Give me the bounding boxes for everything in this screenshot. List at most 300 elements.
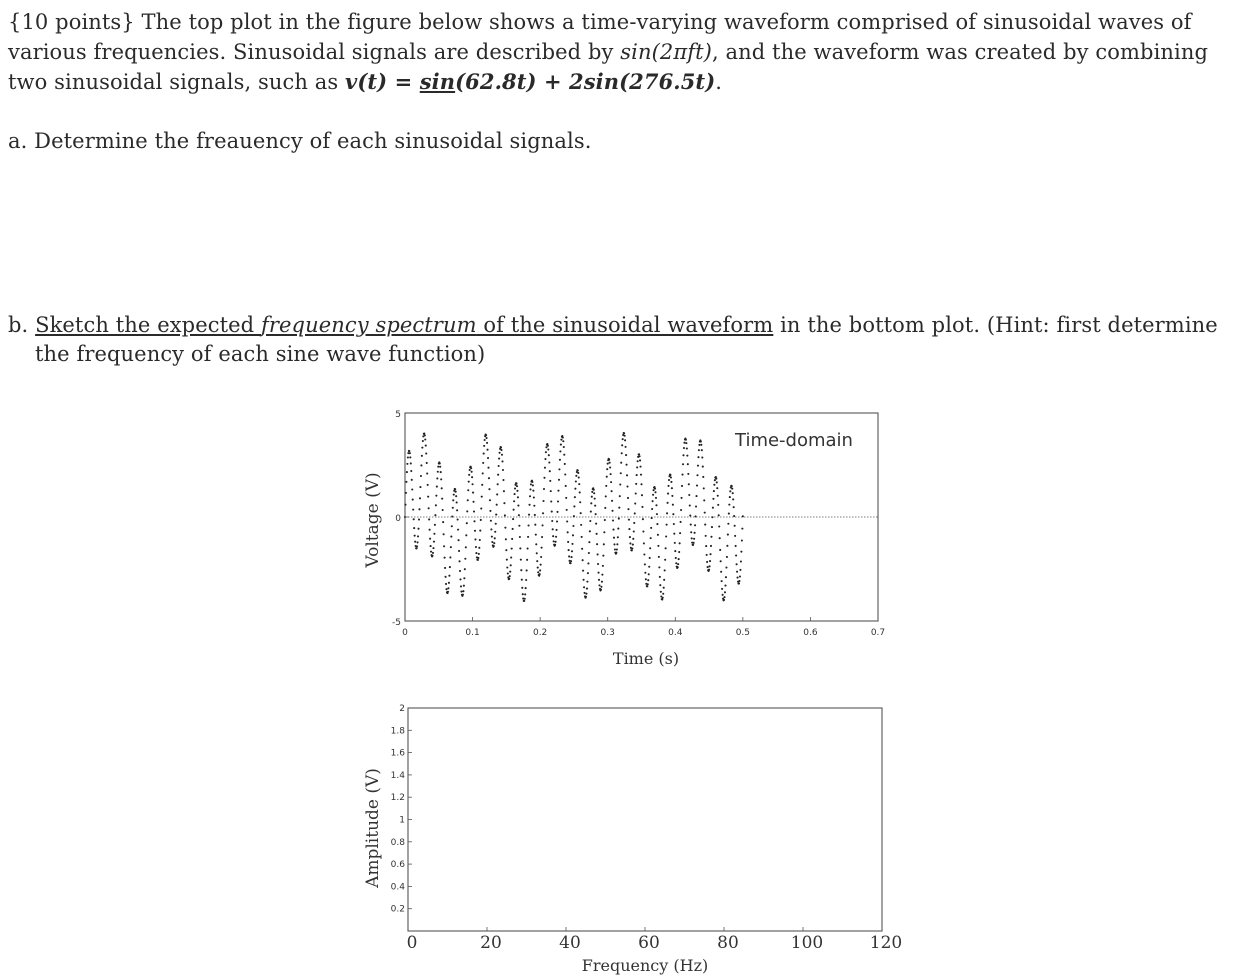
waveform-point: [670, 476, 672, 478]
waveform-point: [472, 501, 474, 503]
waveform-point: [417, 535, 419, 537]
waveform-point: [732, 498, 734, 500]
waveform-point: [540, 556, 542, 558]
waveform-point: [433, 533, 435, 535]
waveform-point: [550, 500, 552, 502]
waveform-point: [591, 496, 593, 498]
waveform-point: [687, 463, 689, 465]
waveform-point: [620, 472, 622, 474]
waveform-point: [495, 523, 497, 525]
waveform-point: [500, 449, 502, 451]
freq-x-label: Frequency (Hz): [581, 956, 709, 975]
waveform-point: [616, 548, 618, 550]
waveform-point: [534, 514, 536, 516]
waveform-point: [504, 514, 506, 516]
waveform-point: [510, 564, 512, 566]
waveform-point: [666, 524, 668, 526]
waveform-point: [624, 435, 626, 437]
waveform-point: [671, 487, 673, 489]
freq-x-tick-label: 40: [559, 933, 581, 953]
waveform-point: [541, 547, 543, 549]
waveform-point: [469, 469, 471, 471]
waveform-point: [621, 452, 623, 454]
waveform-point: [466, 510, 468, 512]
waveform-point: [662, 593, 664, 595]
waveform-point: [585, 593, 587, 595]
waveform-point: [583, 579, 585, 581]
waveform-point: [645, 578, 647, 580]
waveform-point: [726, 556, 728, 558]
waveform-point: [493, 545, 495, 547]
waveform-point: [602, 555, 604, 557]
waveform-point: [511, 548, 513, 550]
waveform-point: [580, 524, 582, 526]
waveform-point: [574, 496, 576, 498]
waveform-point: [626, 474, 628, 476]
waveform-point: [607, 463, 609, 465]
waveform-point: [742, 515, 744, 517]
waveform-point: [568, 555, 570, 557]
waveform-point: [602, 565, 604, 567]
waveform-point: [568, 549, 570, 551]
waveform-point: [709, 553, 711, 555]
waveform-point: [560, 439, 562, 441]
waveform-point: [598, 579, 600, 581]
waveform-point: [464, 558, 466, 560]
waveform-point: [611, 510, 613, 512]
waveform-point: [485, 434, 487, 436]
waveform-point: [578, 483, 580, 485]
waveform-point: [609, 462, 611, 464]
waveform-point: [698, 444, 700, 446]
time-x-tick-label: 0.1: [465, 628, 480, 638]
waveform-point: [593, 489, 595, 491]
waveform-point: [604, 507, 606, 509]
part-b-text: in the bottom plot. (Hint: first determine: [773, 313, 1218, 337]
waveform-equation: v(t) =: [345, 69, 420, 94]
waveform-point: [711, 516, 713, 518]
waveform-point: [668, 479, 670, 481]
waveform-point: [679, 532, 681, 534]
waveform-point: [459, 578, 461, 580]
waveform-point: [577, 469, 579, 471]
freq-y-tick-label: 1.6: [390, 748, 405, 759]
waveform-point: [435, 495, 437, 497]
waveform-point: [519, 536, 521, 538]
waveform-point: [500, 446, 502, 448]
waveform-point: [486, 442, 488, 444]
waveform-point: [682, 463, 684, 465]
waveform-point: [548, 454, 550, 456]
waveform-point: [606, 468, 608, 470]
waveform-point: [697, 465, 699, 467]
waveform-point: [643, 553, 645, 555]
waveform-point: [735, 545, 737, 547]
waveform-point: [454, 488, 456, 490]
waveform-point: [555, 536, 557, 538]
waveform-point: [618, 518, 620, 520]
waveform-point: [586, 588, 588, 590]
waveform-point: [648, 566, 650, 568]
problem-text: , and the waveform was created by combining: [711, 40, 1208, 64]
waveform-point: [572, 525, 574, 527]
waveform-point: [601, 581, 603, 583]
waveform-point: [612, 519, 614, 521]
waveform-point: [536, 560, 538, 562]
waveform-point: [700, 440, 702, 442]
waveform-point: [694, 532, 696, 534]
part-a-text: a. Determine the freauency of each sinusoidal signals.: [8, 129, 592, 153]
waveform-point: [534, 524, 536, 526]
waveform-point: [463, 577, 465, 579]
waveform-point: [657, 534, 659, 536]
waveform-point: [739, 569, 741, 571]
waveform-point: [614, 548, 616, 550]
waveform-point: [662, 597, 664, 599]
waveform-point: [472, 483, 474, 485]
waveform-point: [703, 499, 705, 501]
waveform-point: [733, 506, 735, 508]
waveform-point: [478, 547, 480, 549]
waveform-point: [639, 459, 641, 461]
waveform-point: [680, 509, 682, 511]
waveform-point: [508, 578, 510, 580]
waveform-point: [524, 593, 526, 595]
time-legend: Time-domain: [735, 430, 853, 451]
waveform-point: [451, 525, 453, 527]
freq-y-ticks: [391, 704, 412, 915]
waveform-point: [528, 524, 530, 526]
waveform-point: [709, 565, 711, 567]
waveform-point: [437, 471, 439, 473]
waveform-point: [558, 468, 560, 470]
waveform-point: [671, 495, 673, 497]
waveform-point: [652, 500, 654, 502]
waveform-point: [542, 524, 544, 526]
waveform-point: [519, 547, 521, 549]
waveform-point: [605, 495, 607, 497]
waveform-point: [494, 537, 496, 539]
waveform-point: [459, 570, 461, 572]
waveform-point: [549, 470, 551, 472]
waveform-point: [713, 484, 715, 486]
waveform-point: [631, 547, 633, 549]
time-y-label: Voltage (V): [363, 472, 383, 568]
waveform-point: [627, 508, 629, 510]
waveform-point: [552, 528, 554, 530]
waveform-point: [478, 553, 480, 555]
part-b-underlined: Sketch the expected: [35, 313, 261, 337]
time-y-tick-label: 5: [395, 410, 401, 420]
waveform-point: [593, 492, 595, 494]
waveform-point: [417, 528, 419, 530]
waveform-point: [448, 575, 450, 577]
waveform-point: [526, 559, 528, 561]
waveform-point: [547, 448, 549, 450]
waveform-point: [578, 477, 580, 479]
waveform-point: [657, 545, 659, 547]
waveform-point: [532, 490, 534, 492]
waveform-point: [725, 567, 727, 569]
waveform-point: [654, 488, 656, 490]
waveform-point: [495, 514, 497, 516]
waveform-point: [615, 552, 617, 554]
waveform-point: [637, 460, 639, 462]
waveform-point: [440, 478, 442, 480]
waveform-point: [447, 591, 449, 593]
waveform-point: [606, 476, 608, 478]
waveform-point: [527, 536, 529, 538]
waveform-point: [598, 584, 600, 586]
waveform-point: [416, 547, 418, 549]
waveform-point: [696, 474, 698, 476]
waveform-point: [710, 536, 712, 538]
waveform-point: [414, 535, 416, 537]
waveform-point: [595, 523, 597, 525]
waveform-point: [601, 574, 603, 576]
waveform-point: [532, 484, 534, 486]
waveform-point: [733, 515, 735, 517]
waveform-point: [734, 525, 736, 527]
waveform-point: [698, 449, 700, 451]
waveform-point: [713, 490, 715, 492]
waveform-point: [406, 471, 408, 473]
time-x-tick-label: 0.3: [600, 628, 615, 638]
waveform-point: [471, 471, 473, 473]
waveform-point: [520, 569, 522, 571]
waveform-point: [554, 544, 556, 546]
waveform-point: [566, 509, 568, 511]
waveform-point: [588, 552, 590, 554]
waveform-point: [694, 524, 696, 526]
waveform-point: [405, 492, 407, 494]
waveform-point: [603, 543, 605, 545]
waveform-point: [432, 547, 434, 549]
waveform-point: [530, 483, 532, 485]
waveform-point: [424, 434, 426, 436]
waveform-point: [617, 536, 619, 538]
waveform-point: [417, 541, 419, 543]
waveform-point: [416, 545, 418, 547]
waveform-point: [681, 474, 683, 476]
waveform-point: [567, 541, 569, 543]
waveform-point: [647, 579, 649, 581]
waveform-point: [486, 449, 488, 451]
waveform-point: [570, 562, 572, 564]
waveform-point: [484, 439, 486, 441]
waveform-point: [656, 523, 658, 525]
waveform-point: [580, 512, 582, 514]
waveform-point: [440, 471, 442, 473]
waveform-point: [655, 504, 657, 506]
waveform-point: [692, 544, 694, 546]
freq-y-tick-label: 0.8: [390, 837, 405, 848]
waveform-point: [736, 571, 738, 573]
waveform-equation: (62.8t) + 2sin(276.5t): [455, 69, 716, 94]
waveform-point: [468, 474, 470, 476]
waveform-point: [675, 562, 677, 564]
waveform-point: [418, 508, 420, 510]
waveform-point: [661, 599, 663, 601]
waveform-point: [490, 520, 492, 522]
waveform-point: [726, 545, 728, 547]
waveform-point: [445, 583, 447, 585]
part-b-label: b.: [8, 313, 36, 337]
waveform-point: [564, 463, 566, 465]
waveform-point: [411, 488, 413, 490]
waveform-point: [709, 560, 711, 562]
waveform-point: [719, 537, 721, 539]
waveform-point: [631, 549, 633, 551]
waveform-point: [525, 587, 527, 589]
waveform-point: [518, 525, 520, 527]
part-b-text: the frequency of each sine wave function): [35, 342, 486, 366]
freq-x-tick-label: 100: [790, 933, 824, 953]
waveform-point: [590, 511, 592, 513]
waveform-point: [718, 514, 720, 516]
waveform-point: [660, 591, 662, 593]
waveform-equation-underlined: sin: [419, 69, 456, 94]
waveform-point: [558, 479, 560, 481]
waveform-point: [563, 454, 565, 456]
waveform-point: [612, 529, 614, 531]
waveform-point: [597, 553, 599, 555]
waveform-point: [481, 496, 483, 498]
waveform-point: [639, 466, 641, 468]
waveform-point: [665, 547, 667, 549]
waveform-point: [663, 587, 665, 589]
waveform-point: [728, 513, 730, 515]
waveform-point: [502, 479, 504, 481]
waveform-point: [707, 566, 709, 568]
waveform-point: [482, 462, 484, 464]
time-x-tick-label: 0.2: [532, 628, 548, 638]
frequency-chart: [363, 704, 902, 975]
waveform-point: [680, 521, 682, 523]
waveform-point: [430, 545, 432, 547]
waveform-point: [441, 487, 443, 489]
waveform-point: [627, 497, 629, 499]
waveform-point: [641, 494, 643, 496]
waveform-point: [646, 585, 648, 587]
waveform-point: [565, 497, 567, 499]
waveform-point: [731, 485, 733, 487]
waveform-point: [581, 548, 583, 550]
waveform-point: [659, 576, 661, 578]
waveform-point: [675, 557, 677, 559]
waveform-point: [619, 495, 621, 497]
waveform-point: [649, 557, 651, 559]
waveform-point: [550, 490, 552, 492]
waveform-point: [412, 509, 414, 511]
waveform-point: [658, 556, 660, 558]
waveform-point: [529, 495, 531, 497]
waveform-point: [589, 530, 591, 532]
waveform-point: [586, 581, 588, 583]
waveform-point: [504, 527, 506, 529]
waveform-point: [649, 547, 651, 549]
waveform-point: [513, 509, 515, 511]
waveform-point: [723, 599, 725, 601]
waveform-point: [443, 545, 445, 547]
waveform-point: [539, 573, 541, 575]
waveform-point: [647, 583, 649, 585]
waveform-point: [493, 542, 495, 544]
waveform-point: [582, 570, 584, 572]
waveform-point: [701, 449, 703, 451]
waveform-point: [428, 518, 430, 520]
waveform-point: [449, 566, 451, 568]
waveform-point: [497, 474, 499, 476]
waveform-point: [477, 557, 479, 559]
waveform-point: [406, 463, 408, 465]
waveform-point: [471, 476, 473, 478]
waveform-point: [522, 593, 524, 595]
waveform-point: [738, 580, 740, 582]
waveform-point: [494, 531, 496, 533]
waveform-point: [490, 528, 492, 530]
waveform-point: [604, 519, 606, 521]
waveform-point: [509, 571, 511, 573]
waveform-point: [542, 500, 544, 502]
waveform-point: [473, 510, 475, 512]
waveform-point: [650, 527, 652, 529]
waveform-point: [445, 588, 447, 590]
waveform-point: [428, 507, 430, 509]
waveform-point: [734, 535, 736, 537]
waveform-point: [643, 542, 645, 544]
waveform-point: [496, 493, 498, 495]
waveform-point: [520, 559, 522, 561]
waveform-point: [693, 542, 695, 544]
waveform-point: [686, 455, 688, 457]
waveform-point: [447, 587, 449, 589]
waveform-point: [431, 555, 433, 557]
waveform-point: [427, 496, 429, 498]
waveform-point: [632, 544, 634, 546]
waveform-point: [685, 439, 687, 441]
freq-x-tick-label: 80: [717, 933, 739, 953]
waveform-point: [496, 504, 498, 506]
waveform-point: [689, 505, 691, 507]
waveform-point: [466, 522, 468, 524]
waveform-point: [672, 513, 674, 515]
waveform-point: [407, 456, 409, 458]
waveform-point: [669, 474, 671, 476]
waveform-point: [470, 467, 472, 469]
waveform-point: [673, 523, 675, 525]
waveform-point: [562, 440, 564, 442]
waveform-point: [475, 552, 477, 554]
waveform-point: [704, 524, 706, 526]
waveform-point: [682, 454, 684, 456]
problem-intro-text: {10 points} The top plot in the figure below shows a time-varying waveform comprised of sinusoidal waves of: [8, 10, 1192, 34]
waveform-point: [625, 446, 627, 448]
waveform-point: [455, 491, 457, 493]
waveform-point: [501, 460, 503, 462]
waveform-point: [506, 559, 508, 561]
waveform-point: [528, 514, 530, 516]
waveform-point: [600, 586, 602, 588]
waveform-point: [545, 451, 547, 453]
waveform-point: [462, 590, 464, 592]
waveform-point: [548, 461, 550, 463]
waveform-point: [505, 549, 507, 551]
waveform-point: [695, 505, 697, 507]
waveform-point: [584, 592, 586, 594]
waveform-point: [728, 504, 730, 506]
waveform-point: [542, 512, 544, 514]
